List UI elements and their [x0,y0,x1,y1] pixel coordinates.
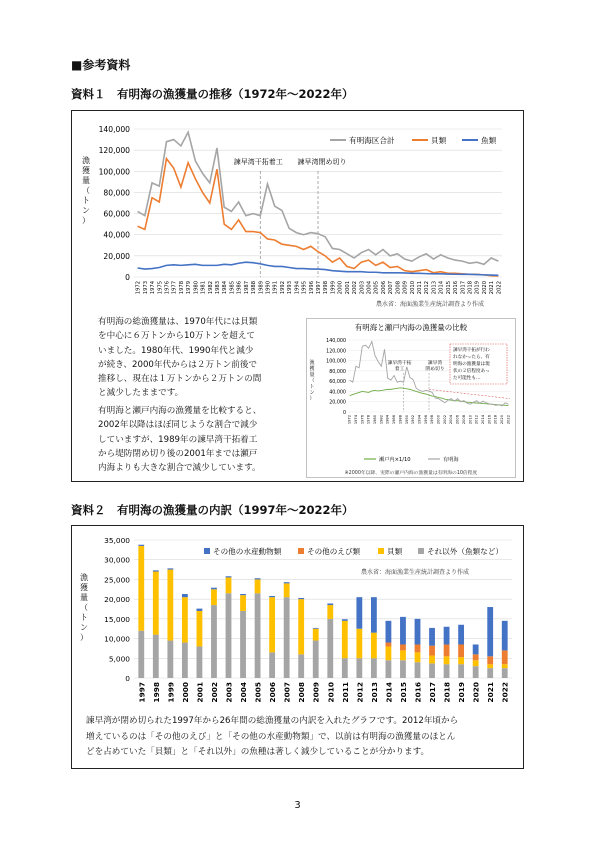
x-tick-label: 1992 [411,415,416,425]
x-tick-label: 1989 [258,281,265,295]
bar-segment [429,646,435,656]
y-tick-label: 35,000 [104,536,130,545]
x-tick-label: 2004 [449,415,454,425]
doc1-title: 資料１ 有明海の漁獲量の推移（1972年～2022年） [71,87,354,101]
legend-swatch [418,548,424,554]
bar-segment [298,599,304,654]
x-tick-label: 1992 [279,281,286,295]
y-tick-label: 30,000 [104,555,130,565]
bar-segment [502,621,508,651]
bar-segment [458,644,464,657]
bar-segment [371,633,377,659]
bar-segment [284,583,290,597]
bar-segment [298,654,304,678]
doc2-title: 資料２ 有明海の漁獲量の内訳（1997年～2022年） [71,503,354,517]
x-tick-label: 2004 [366,281,373,295]
y-tick-label: 140,000 [326,339,346,344]
bar-segment [473,644,479,654]
text-line: 推移し、現在は１万トンから２万トンの間 [98,374,262,385]
bar-segment [255,578,261,579]
y-tick-label: 40,000 [329,390,346,396]
catch-breakdown-chart [72,526,522,706]
y-axis-label-char: ） [80,633,88,642]
x-tick-label: 2014 [481,415,485,425]
x-tick-label: 1975 [157,281,164,295]
x-tick-label: 2006 [380,281,387,295]
x-tick-label: 2002 [442,415,447,425]
callout-text: 諫早湾干拓が行わ [453,348,490,353]
x-tick-label: 2012 [474,415,479,425]
y-axis-label-char: 獲 [82,166,90,175]
x-tick-label: 1972 [347,415,352,425]
bar-segment [153,635,159,678]
x-tick-label: 2019 [457,682,467,703]
y-axis-label-char: （ [82,186,90,195]
x-tick-label: 1973 [142,281,149,295]
x-tick-label: 2017 [428,682,438,703]
y-axis-label-char: 量 [82,176,90,185]
y-axis-label-char: （ [309,378,315,384]
comparison-chart [306,318,516,478]
bar-segment [313,641,319,678]
y-axis-label [82,155,91,225]
bar-segment [444,656,450,664]
x-tick-label: 2014 [384,682,394,703]
y-tick-label: 100,000 [326,359,346,365]
x-tick-label: 1979 [186,281,193,295]
x-tick-label: 1998 [323,281,330,295]
x-tick-label: 2012 [355,682,365,703]
x-tick-label: 2008 [395,281,402,295]
annotation-start: 諫早湾干拓着工 [233,158,283,166]
y-tick-label: 5,000 [108,654,130,664]
bar-segment [211,588,217,590]
y-tick-label: 20,000 [103,251,130,261]
bar-segment [269,652,275,678]
bar-segment [429,663,435,678]
bar-segment [197,611,203,646]
x-tick-label: 2013 [369,682,379,703]
bar-segment [313,628,319,629]
bar-segment [138,631,144,678]
annotation-close: 諫早湾閉め切り [297,158,347,166]
x-tick-label: 2021 [486,682,496,703]
x-tick-label: 1974 [150,281,157,295]
bar-segment [255,579,261,593]
inset-title: 有明海と瀬戸内海の漁獲量の比較 [354,323,468,332]
bar-segment [327,605,333,619]
x-tick-label: 2001 [195,682,205,703]
bar-segment [356,658,362,678]
bar-segment [342,658,348,678]
doc1-paragraph-2 [98,404,303,475]
bar-segment [502,668,508,678]
y-tick-label: 60,000 [103,209,130,219]
x-tick-label: 2017 [460,281,467,295]
x-tick-label: 1980 [373,415,377,425]
x-tick-label: 2018 [493,415,498,425]
page-number: 3 [294,800,301,811]
bar-segment [197,646,203,678]
y-tick-label: 25,000 [104,575,130,585]
text-line: いました。1980年代、1990年代と減少 [98,345,254,356]
x-tick-label: 1988 [251,281,258,295]
bar-segment [386,660,392,678]
y-axis-label-char: 獲 [80,583,88,592]
bar-segment [182,643,188,678]
bar-segment [473,666,479,678]
legend-swatch [204,548,210,554]
x-tick-label: 1990 [404,415,409,425]
bar-segment [327,619,333,678]
bar-segment [240,595,246,611]
bar-segment [153,570,159,571]
bar-segment [356,629,362,659]
legend-swatch [298,548,304,554]
x-tick-label: 2016 [453,281,460,295]
bar-segment [415,662,421,678]
y-tick-label: 80,000 [103,188,130,198]
bar-segment [400,660,406,678]
x-tick-label: 1999 [166,682,176,703]
callout-text: た可能性も… [453,376,481,381]
x-tick-label: 1972 [135,281,142,295]
y-axis-label-char: ン [80,623,88,632]
x-tick-label: 1986 [236,281,243,295]
y-axis-label-char: ） [309,396,315,402]
bar-segment [269,597,275,652]
legend-swatch [378,548,384,554]
text-line: と減少したままです。 [98,388,184,399]
x-tick-label: 1976 [164,281,171,295]
x-tick-label: 1980 [193,281,200,295]
callout-text: 状の２倍程度あっ [453,369,490,374]
bar-segment [400,650,406,660]
text-line: 2002年以降はほぼ同じような割合で減少 [98,420,258,431]
bar-segment [444,664,450,678]
doc2-paragraph [86,714,516,761]
y-tick-label: 60,000 [329,380,346,386]
x-tick-label: 1982 [207,281,214,295]
y-tick-label: 80,000 [329,369,346,375]
bar-segment [458,657,464,664]
x-tick-label: 2018 [467,281,474,295]
text-line: 諫早湾が閉め切られた1997年から26年間の総漁獲量の内訳を入れたグラフです。2012年頃から [86,716,459,726]
bar-segment [342,619,348,621]
y-tick-label: 0 [125,674,130,683]
bar-segment [487,607,493,656]
annotation-start: 諫早湾干拓 [387,361,412,366]
annotation-close: 閉め切り [425,367,445,372]
x-tick-label: 2012 [424,281,431,295]
bar-segment [502,650,508,664]
bar-segment [211,589,217,605]
x-tick-label: 1998 [151,682,161,703]
legend-label: 貝類 [431,136,447,145]
x-tick-label: 1994 [417,415,422,425]
x-tick-label: 1997 [316,281,322,295]
y-tick-label: 120,000 [326,349,346,355]
x-tick-label: 2020 [471,682,481,703]
x-tick-label: 2018 [442,682,452,703]
annotation-close: 諫早湾 [427,361,443,366]
x-tick-label: 1990 [265,281,272,295]
x-tick-label: 2010 [326,682,336,703]
text-line: 有明海の総漁獲量は、1970年代には貝類 [98,317,258,327]
y-axis-label-char: ン [82,206,90,215]
legend-label: 魚類 [481,136,497,145]
bar-segment [240,594,246,595]
y-axis-label-char: 漁 [82,156,90,165]
bar-segment [138,545,144,546]
x-tick-label: 2010 [409,281,416,295]
x-tick-label: 2008 [461,415,466,425]
bar-segment [400,617,406,645]
x-tick-label: 1984 [385,415,390,425]
y-axis-label-char: ト [309,384,315,390]
x-tick-label: 2020 [500,415,505,425]
x-tick-label: 2010 [468,415,473,425]
y-tick-label: 15,000 [104,614,130,624]
bar-segment [255,593,261,678]
bar-segment [487,668,493,678]
doc2-source: 農水省：海面漁業生産統計調査より作成 [361,569,470,576]
bar-segment [182,597,188,642]
x-tick-label: 1988 [398,415,403,425]
x-tick-label: 2009 [311,682,321,703]
section-title: ■参考資料 [71,58,131,72]
y-tick-label: 10,000 [104,634,130,644]
callout-text: 明海の漁獲量は現 [453,362,490,367]
bar-segment [371,597,377,632]
y-axis-label-char: 量 [309,372,315,378]
bar-segment [269,596,275,597]
x-tick-label: 1987 [243,281,250,295]
x-tick-label: 2004 [239,682,249,703]
x-tick-label: 1982 [379,415,384,425]
bar-segment [356,597,362,629]
x-tick-label: 2022 [506,415,511,425]
y-tick-label: 140,000 [98,125,130,134]
bar-segment [444,627,450,645]
bar-segment [487,656,493,664]
bar-segment [371,658,377,678]
bar-segment [386,646,392,660]
bar-segment [153,572,159,635]
y-axis-label-char: 漁 [80,573,88,582]
x-tick-label: 1986 [392,415,397,425]
x-tick-label: 1997 [137,682,147,703]
x-tick-label: 2020 [481,281,488,295]
bar-segment [240,611,246,678]
x-tick-label: 2015 [398,682,408,703]
bar-segment [473,660,479,666]
x-tick-label: 2013 [431,281,438,295]
bar-segment [138,546,144,631]
y-tick-label: 20,000 [329,400,346,406]
x-tick-label: 2005 [253,682,263,703]
bar-segment [400,644,406,650]
x-tick-label: 2009 [402,281,409,295]
y-tick-label: 40,000 [103,230,130,240]
doc1-source: 農水省：海面漁業生産統計調査より作成 [376,301,485,308]
y-axis-label-char: 漁 [309,360,315,366]
bar-segment [502,664,508,668]
y-axis-label-char: 獲 [309,366,315,372]
bar-segment [458,664,464,678]
bar-segment [327,603,333,605]
x-tick-label: 2019 [474,281,481,295]
x-tick-label: 2003 [359,281,366,295]
x-tick-label: 1996 [423,415,428,425]
legend-label: その他のえび類 [307,547,361,556]
callout-text: れなかったら、有 [453,355,490,360]
bar-segment [458,625,464,645]
text-line: どを占めていた「貝類」と「それ以外」の魚種は著しく減少していることが分かります。 [86,747,430,757]
y-tick-label: 20,000 [104,595,130,605]
x-tick-label: 1976 [360,415,365,425]
bar-segment [226,577,232,593]
x-tick-label: 1977 [171,281,178,295]
x-tick-label: 2000 [436,415,441,425]
bar-segment [415,644,421,652]
text-line: 内海よりも大きな割合で減少しています。 [98,463,261,474]
inset-note: ※2000年以降、実際の瀬戸内海の漁獲量は有明海の10倍程度 [344,471,478,476]
x-tick-label: 1994 [294,281,301,295]
x-tick-label: 2014 [438,281,445,295]
bar-segment [473,654,479,660]
bar-segment [342,621,348,658]
bar-segment [284,597,290,678]
bar-segment [167,641,173,678]
x-tick-label: 2022 [496,281,503,295]
y-axis-label-char: （ [80,603,88,612]
bar-segment [313,629,319,641]
legend-label: 有明海区合計 [349,136,395,145]
text-line: から堤防閉め切り後の2001年までは瀬戸 [98,448,258,459]
text-line: を中心に６万トンから10万トンを超えて [98,331,256,342]
bar-segment [415,619,421,645]
y-axis-label-char: ト [82,196,90,205]
x-tick-label: 2007 [388,281,395,295]
legend-label: それ以外（魚類など） [427,547,503,556]
bar-segment [226,593,232,678]
y-tick-label: 120,000 [98,146,130,156]
x-tick-label: 1995 [301,281,308,295]
catch-trend-chart [72,111,522,321]
x-tick-label: 1983 [214,281,221,295]
x-tick-label: 2007 [282,682,292,703]
x-tick-label: 2016 [413,682,423,703]
bar-segment [429,656,435,664]
x-tick-label: 1996 [308,281,315,295]
x-tick-label: 2002 [209,682,219,703]
x-tick-label: 2000 [180,682,190,703]
y-tick-label: 0 [125,273,130,282]
bar-segment [487,664,493,668]
bar-segment [386,643,392,647]
x-tick-label: 2006 [268,682,278,703]
x-tick-label: 2016 [487,415,492,425]
x-tick-label: 2002 [352,281,359,295]
bar-segment [444,644,450,656]
x-tick-label: 1978 [366,415,371,425]
legend-label: 貝類 [387,547,403,556]
text-line: 有明海と瀬戸内海の漁獲量を比較すると、 [98,406,262,416]
bar-segment [167,570,173,641]
x-tick-label: 2021 [489,281,496,295]
annotation-start: 着工 [394,367,405,372]
x-tick-label: 1991 [272,281,279,295]
legend-label: 有明海 [443,457,459,463]
bar-segment [284,582,290,583]
y-axis-label-char: ン [309,390,315,396]
legend-label: その他の水産動物類 [213,547,282,556]
x-tick-label: 2001 [344,281,351,295]
x-tick-label: 1999 [330,281,337,295]
x-tick-label: 1978 [178,281,185,295]
bar-segment [429,628,435,646]
x-tick-label: 2000 [337,281,344,295]
legend-label: 瀬戸内×1/10 [379,457,411,463]
x-tick-label: 1974 [353,415,358,425]
bar-segment [182,594,188,597]
x-tick-label: 2022 [500,682,510,703]
text-line: していますが、1989年の諫早湾干拓着工 [98,434,258,445]
text-line: が続き、2000年代からは２万トン前後で [98,359,258,370]
x-tick-label: 1993 [287,281,294,295]
x-tick-label: 1985 [229,281,236,295]
doc1-paragraph-1 [98,315,303,401]
y-axis-label-char: ） [82,216,90,225]
x-tick-label: 2011 [417,281,424,295]
bar-segment [386,621,392,643]
y-tick-label: 0 [342,411,346,416]
bar-segment [167,568,173,569]
x-tick-label: 2011 [340,682,350,703]
y-tick-label: 100,000 [98,167,130,177]
x-tick-label: 2003 [224,682,234,703]
x-tick-label: 2008 [297,682,307,703]
x-tick-label: 1981 [200,281,207,295]
x-tick-label: 2015 [445,281,452,295]
x-tick-label: 1984 [222,281,229,295]
bar-segment [298,598,304,599]
text-line: 増えているのは「その他のえび」と「その他の水産動物類」で、以前は有明海の漁獲量のほとん [86,731,456,742]
y-axis-label-char: ト [80,613,88,622]
bar-segment [226,576,232,577]
x-tick-label: 2006 [455,415,460,425]
bar-segment [211,605,217,678]
bar-segment [415,652,421,662]
y-axis-label-char: 量 [80,593,88,602]
x-tick-label: 1998 [430,415,435,425]
bar-segment [197,609,203,611]
x-tick-label: 2005 [373,281,380,295]
